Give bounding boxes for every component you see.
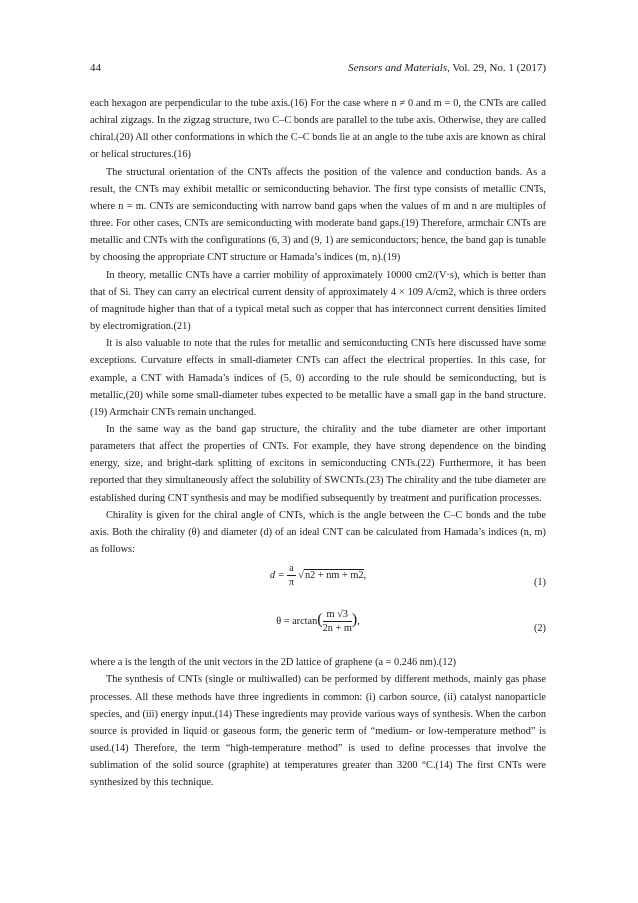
paragraph-2: The structural orientation of the CNTs affects the position of the valence and conduction bands. As a result, the CNTs may exhibit metallic or semiconducting behavior. The first type consists of metallic CNTs, where n = m. CNTs are semiconducting with narrow band gaps when the values of m and n are multiples of three. For other cases, CNTs are semiconducting with moderate band gaps.(19) Therefore, armchair CNTs are metallic and CNTs with the configurations (6, 3) and (9, 1) are semiconductors; hence, the band gap is tunable by choosing the appropriate CNT structure or Hamada’s indices (m, n).(19) [90,166,546,264]
eq2-lhs: θ = arctan [276,616,318,628]
eq1-numerator: a [289,563,294,575]
eq1-number: (1) [533,577,546,589]
paragraph-8: The synthesis of CNTs (single or multiwalled) can be performed by different methods, mainly gas phase processes. All these methods have three ingredients in common: (i) carbon source, (ii) catalyst nanoparticle species, and (iii) energy input.(14) These ingredients may provide various ways of synthesis. When the carbon source is provided in liquid or gaseous form, the generic term of “medium- or low-temperature method” is used.(14) Therefore, the term “high-temperature method” is used to define processes that involve the sublimation of the solid source (graphite) at temperatures greater than 3200 °C.(14) The first CNTs were synthesized by this technique. [90,674,546,789]
paragraph-7: where a is the length of the unit vectors in the 2D lattice of graphene (a = 0.246 nm).(12) [90,657,457,669]
body-text [90,95,546,791]
eq1-lhs: d = [269,570,285,582]
page-number: 44 [90,62,101,74]
eq2-denominator: 2n + m [322,623,352,635]
eq1-fraction [287,562,296,589]
paragraph-5: In the same way as the band gap structure, the chirality and the tube diameter are other important parameters that affect the properties of CNTs. For example, they have strong dependence on the binding energy, size, and bright-dark splitting of excitons in semiconducting CNTs.(22) Furthermore, it has been reported that they simultaneously affect the solubility of SWCNTs.(23) The chirality and the tube diameter are established during CNT synthesis and may be modified subsequently by treatment and purification processes. [90,423,546,504]
running-header [348,62,546,75]
eq1-tail: , [363,570,367,582]
paragraph-6: Chirality is given for the chiral angle of CNTs, which is the angle between the C–C bonds and the tube axis. Both the chirality (θ) and diameter (d) of an ideal CNT can be calculated from Hamada’s indices (n, m) as follows: [90,509,546,556]
journal-volume: , Vol. 29, No. 1 (2017) [447,62,546,74]
eq1-denominator: π [288,577,295,589]
eq2-number: (2) [533,623,546,635]
paragraph-1: each hexagon are perpendicular to the tube axis.(16) For the case where n ≠ 0 and m = 0, the CNTs are called achiral zigzags. In the zigzag structure, two C–C bonds are parallel to the tube axis. Otherwise, they are called chiral.(20) All other conformations in which the C–C bonds lie at an angle to the tube axis are known as chiral or helical structures.(16) [90,98,546,161]
equation-2: θ = arctan( $\frac{m √3}{2n + m}$ ), (2) [90,608,546,648]
paragraph-3: In theory, metallic CNTs have a carrier mobility of approximately 10000 cm2/(V·s), which is better than that of Si. They can carry an electrical current density of approximately 4 × 109 A/cm2, which is three orders of magnitude higher than that of a typical metal such as copper that has interconnect current densities limited by electromigration.(21) [90,269,546,333]
journal-name: Sensors and Materials [348,62,448,74]
paragraph-4: It is also valuable to note that the rules for metallic and semiconducting CNTs here discussed have some exceptions. Curvature effects in small-diameter CNTs can affect the electrical properties. In this case, for example, a CNT with Hamada’s indices of (5, 0) according to the rule should be semiconducting, but is metallic,(20) while some small-diameter tubes expected to be metallic have a small gap in the band structure.(19) Armchair CNTs remain unchanged. [90,338,546,418]
eq2-tail: , [357,616,360,628]
eq2-fraction [323,608,352,635]
equation-1: d = $\frac{a}{\pi}$ √n2 + nm + m2, (1) [90,562,546,602]
eq1-radicand: n2 + nm + m2 [304,570,364,582]
eq2-numerator: m √3 [323,608,352,622]
